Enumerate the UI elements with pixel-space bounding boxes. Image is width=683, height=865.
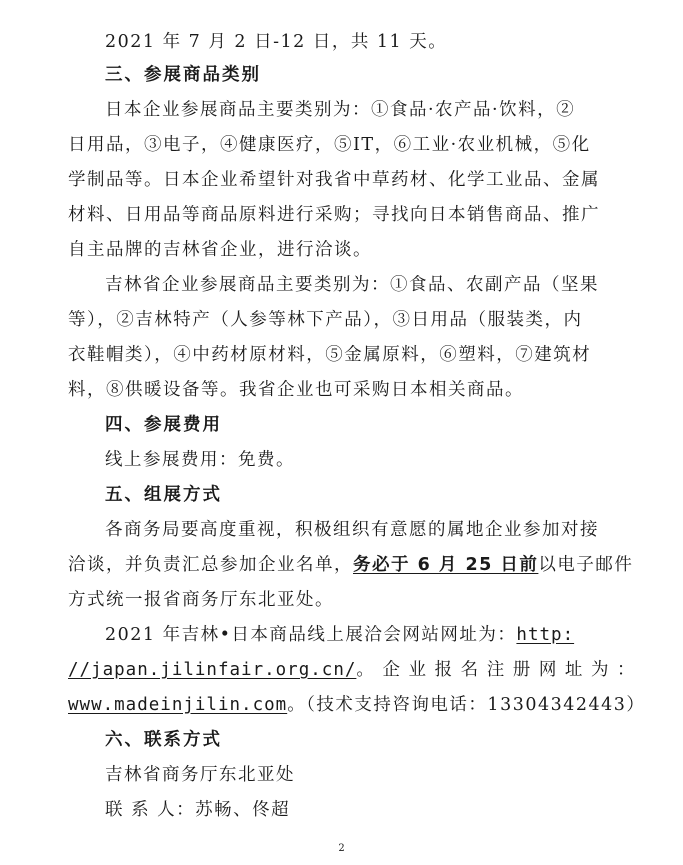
text-segment: 以电子邮件: [538, 555, 634, 575]
paragraph-line: [0, 693, 683, 717]
section-5-heading: 五、组展方式: [105, 485, 222, 505]
deadline-emphasis: 务必于 6 月 25 日前: [353, 555, 539, 575]
website-link-part[interactable]: http:: [516, 625, 575, 645]
paragraph-line: [0, 658, 683, 682]
paragraph-line: 日本企业参展商品主要类别为：①食品·农产品·饮料，②: [105, 100, 576, 120]
text-segment: 2021 年吉林•日本商品线上展洽会网站网址为：: [105, 625, 517, 645]
paragraph-line: 料，⑧供暖设备等。我省企业也可采购日本相关商品。: [68, 380, 524, 400]
paragraph-line: [0, 623, 683, 647]
paragraph-line: [0, 553, 683, 577]
contact-person-line: 联 系 人：苏畅、佟超: [105, 800, 291, 820]
text-segment: 洽谈，并负责汇总参加企业名单，: [68, 555, 353, 575]
paragraph-line: 材料、日用品等商品原料进行采购；寻找向日本销售商品、推广: [68, 205, 600, 225]
website-link[interactable]: //japan.jilinfair.org.cn/: [68, 660, 357, 680]
date-line: 2021 年 7 月 2 日-12 日，共 11 天。: [105, 32, 448, 52]
paragraph-line: 衣鞋帽类），④中药材原材料，⑤金属原料，⑥塑料，⑦建筑材: [68, 345, 592, 365]
paragraph-line: 日用品，③电子，④健康医疗，⑤IT，⑥工业·农业机械，⑤化: [68, 135, 591, 155]
department-line: 吉林省商务厅东北亚处: [105, 765, 295, 785]
registration-link[interactable]: www.madeinjilin.com: [68, 695, 288, 715]
text-segment: 。（技术支持咨询电话：13304342443）: [287, 695, 646, 715]
section-6-heading: 六、联系方式: [105, 730, 222, 750]
page-number: 2: [338, 843, 345, 854]
paragraph-line: 各商务局要高度重视，积极组织有意愿的属地企业参加对接: [105, 520, 599, 540]
fee-line: 线上参展费用：免费。: [105, 450, 295, 470]
paragraph-line: 学制品等。日本企业希望针对我省中草药材、化学工业品、金属: [68, 170, 600, 190]
paragraph-line: 方式统一报省商务厅东北亚处。: [68, 590, 334, 610]
paragraph-line: 吉林省企业参展商品主要类别为：①食品、农副产品（坚果: [105, 275, 599, 295]
text-segment: 。 企 业 报 名 注 册 网 址 为 ：: [356, 660, 637, 680]
paragraph-line: 自主品牌的吉林省企业，进行洽谈。: [68, 240, 372, 260]
paragraph-line: 等），②吉林特产（人参等林下产品），③日用品（服装类，内: [68, 310, 583, 330]
section-3-heading: 三、参展商品类别: [105, 65, 261, 85]
section-4-heading: 四、参展费用: [105, 415, 222, 435]
